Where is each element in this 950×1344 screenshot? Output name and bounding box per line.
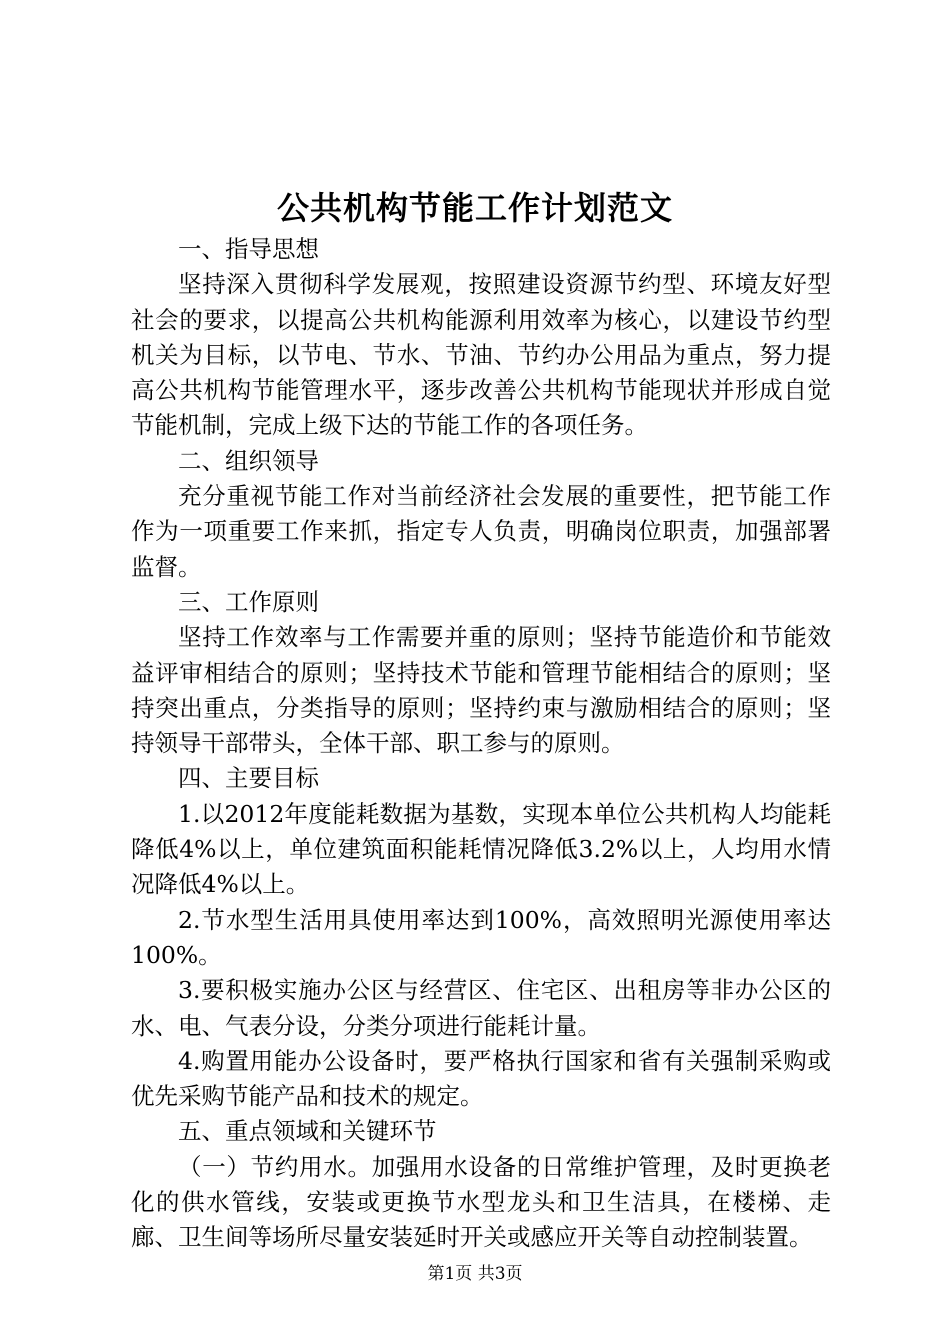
goal-item-2: 2.节水型生活用具使用率达到100%，高效照明光源使用率达100%。 xyxy=(131,905,831,969)
heading-principles: 三、工作原则 xyxy=(178,587,319,616)
goal-item-4: 4.购置用能办公设备时，要严格执行国家和省有关强制采购或优先采购节能产品和技术的规定。 xyxy=(131,1046,831,1111)
heading-main-goals: 四、主要目标 xyxy=(178,764,319,793)
heading-key-areas: 五、重点领域和关键环节 xyxy=(178,1117,437,1146)
heading-guiding-ideology: 一、指导思想 xyxy=(178,235,319,263)
paragraph-water-saving: （一）节约用水。加强用水设备的日常维护管理，及时更换老化的供水管线，安装或更换节水型龙头和卫生洁具，在楼梯、走廊、卫生间等场所尽量安装延时开关或感应开关等自动控制装置。 xyxy=(131,1152,831,1252)
heading-organization: 二、组织领导 xyxy=(178,446,319,475)
goal-item-3: 3.要积极实施办公区与经营区、住宅区、出租房等非办公区的水、电、气表分设，分类分项进行能耗计量。 xyxy=(131,976,831,1040)
paragraph-principles: 坚持工作效率与工作需要并重的原则；坚持节能造价和节能效益评审相结合的原则；坚持技术节能和管理节能相结合的原则；坚持突出重点，分类指导的原则；坚持约束与激励相结合的原则；坚持领导干部带头，全体干部、职工参与的原则。 xyxy=(131,623,831,758)
document-body xyxy=(131,232,831,1256)
page-number: 第1页 共3页 xyxy=(427,1264,523,1284)
paragraph-organization: 充分重视节能工作对当前经济社会发展的重要性，把节能工作作为一项重要工作来抓，指定专人负责，明确岗位职责，加强部署监督。 xyxy=(131,482,831,581)
paragraph-guiding-ideology: 坚持深入贯彻科学发展观，按照建设资源节约型、环境友好型社会的要求，以提高公共机构能源利用效率为核心，以建设节约型机关为目标，以节电、节水、节油、节约办公用品为重点，努力提高公共机构节能管理水平，逐步改善公共机构节能现状并形成自觉节能机制，完成上级下达的节能工作的各项任务。 xyxy=(131,270,831,440)
document-title: 公共机构节能工作计划范文 xyxy=(276,189,673,227)
goal-item-1: 1.以2012年度能耗数据为基数，实现本单位公共机构人均能耗降低4%以上，单位建筑面积能耗情况降低3.2%以上，人均用水情况降低4%以上。 xyxy=(131,799,831,899)
